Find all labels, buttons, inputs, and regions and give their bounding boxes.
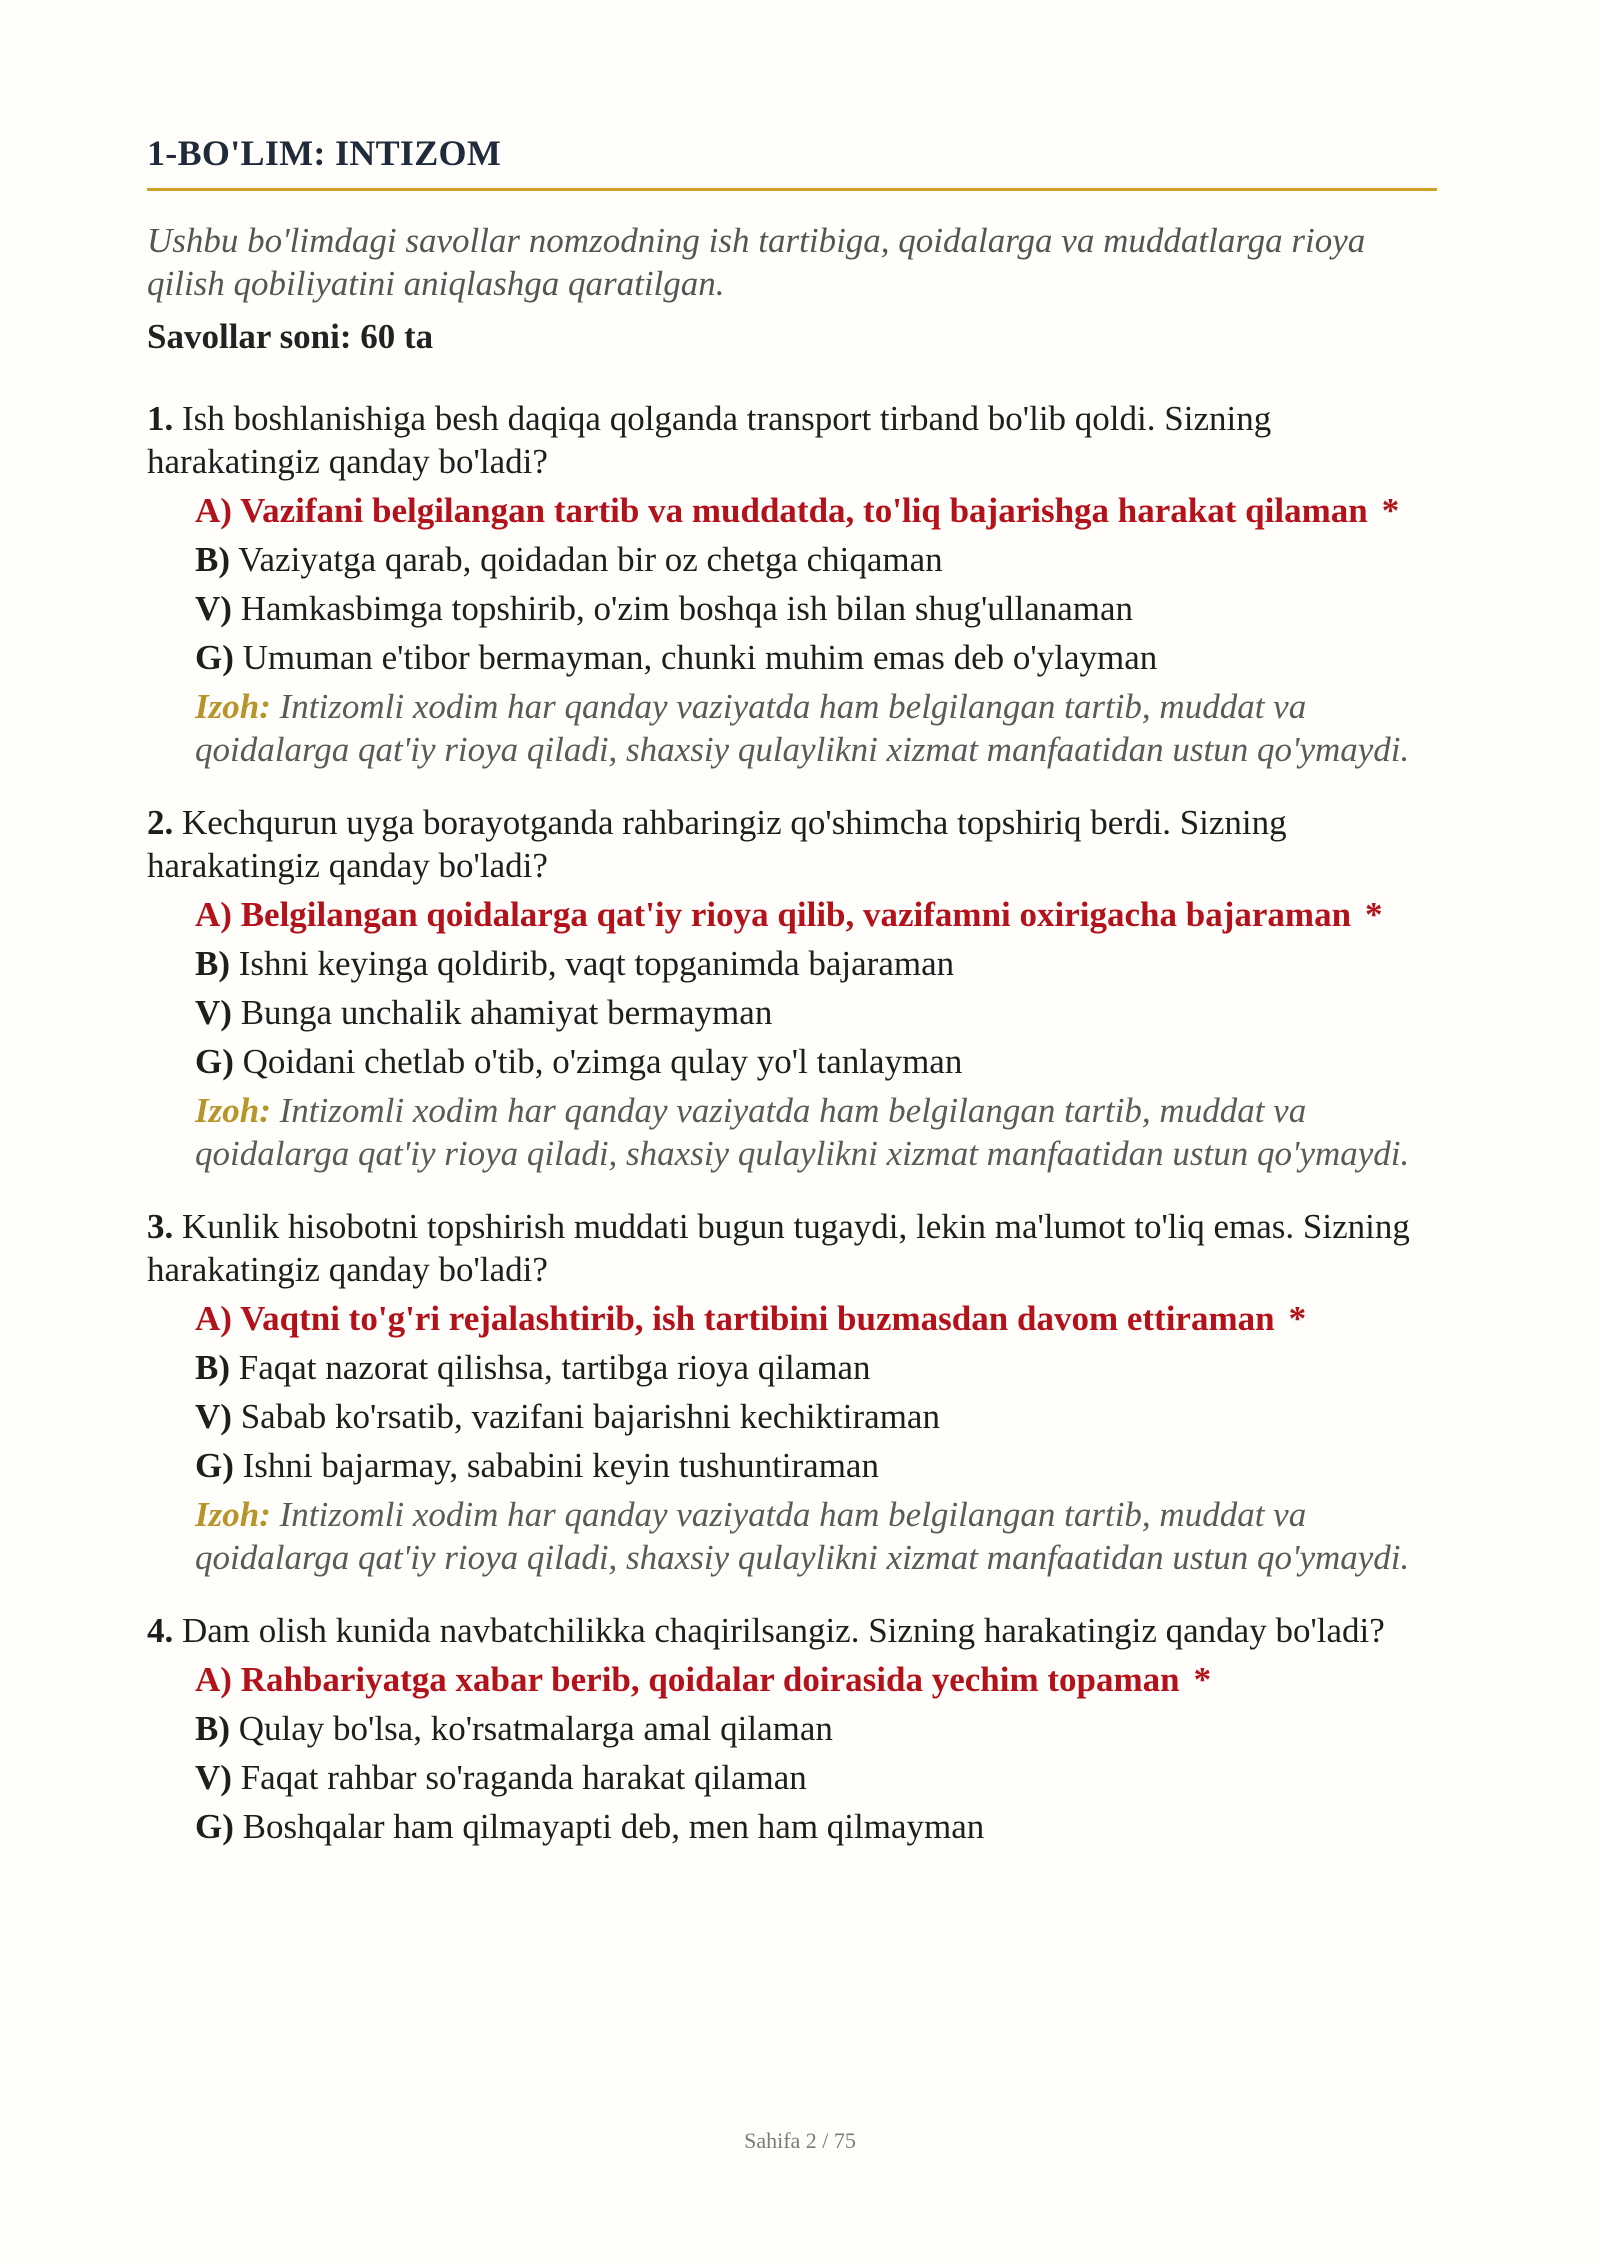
option-text: Ishni keyinga qoldirib, vaqt topganimda bajaraman xyxy=(238,944,955,983)
option-text: Qulay bo'lsa, ko'rsatmalarga amal qilaman xyxy=(238,1709,833,1748)
question-item xyxy=(147,397,1437,771)
question-number: 3. xyxy=(147,1207,174,1246)
answer-option xyxy=(195,538,1437,581)
option-letter: A) xyxy=(195,895,232,934)
page-content xyxy=(147,132,1437,1878)
answer-option xyxy=(195,1756,1437,1799)
explanation-note xyxy=(195,1089,1437,1175)
note-label: Izoh: xyxy=(195,687,271,726)
question-number: 2. xyxy=(147,803,174,842)
question-body: Kechqurun uyga borayotganda rahbaringiz qo'shimcha topshiriq berdi. Sizning harakatingiz qanday bo'ladi? xyxy=(147,803,1287,885)
option-text: Vaziyatga qarab, qoidadan bir oz chetga chiqaman xyxy=(238,540,943,579)
option-text: Vazifani belgilangan tartib va muddatda, to'liq bajarishga harakat qilaman xyxy=(240,491,1368,530)
section-title: 1-BO'LIM: INTIZOM xyxy=(147,132,1437,191)
question-item xyxy=(147,1205,1437,1579)
option-letter: V) xyxy=(195,993,232,1032)
question-body: Dam olish kunida navbatchilikka chaqirilsangiz. Sizning harakatingiz qanday bo'ladi? xyxy=(182,1611,1385,1650)
option-text: Belgilangan qoidalarga qat'iy rioya qilib, vazifamni oxirigacha bajaraman xyxy=(240,895,1352,934)
option-letter: G) xyxy=(195,638,234,677)
answer-option xyxy=(195,1444,1437,1487)
option-letter: G) xyxy=(195,1807,234,1846)
note-text: Intizomli xodim har qanday vaziyatda ham belgilangan tartib, muddat va qoidalarga qat'iy rioya qiladi, shaxsiy qulaylikni xizmat manfaatidan ustun qo'ymaydi. xyxy=(195,687,1410,769)
question-body: Ish boshlanishiga besh daqiqa qolganda transport tirband bo'lib qoldi. Sizning harakatingiz qanday bo'ladi? xyxy=(147,399,1272,481)
question-item xyxy=(147,801,1437,1175)
note-label: Izoh: xyxy=(195,1091,271,1130)
explanation-note xyxy=(195,685,1437,771)
answer-option-correct xyxy=(195,1297,1437,1340)
option-text: Boshqalar ham qilmayapti deb, men ham qilmayman xyxy=(242,1807,985,1846)
answer-options xyxy=(147,1297,1437,1579)
option-text: Faqat rahbar so'raganda harakat qilaman xyxy=(240,1758,807,1797)
answer-option xyxy=(195,1707,1437,1750)
option-letter: A) xyxy=(195,491,232,530)
option-text: Bunga unchalik ahamiyat bermayman xyxy=(240,993,773,1032)
option-letter: A) xyxy=(195,1660,232,1699)
question-number: 1. xyxy=(147,399,174,438)
answer-option xyxy=(195,1040,1437,1083)
option-text: Ishni bajarmay, sababini keyin tushuntiraman xyxy=(242,1446,879,1485)
answer-option xyxy=(195,1805,1437,1848)
correct-marker: * xyxy=(1365,895,1383,934)
option-letter: B) xyxy=(195,540,230,579)
question-text xyxy=(147,1609,1437,1652)
answer-option xyxy=(195,991,1437,1034)
option-letter: B) xyxy=(195,1348,230,1387)
option-text: Faqat nazorat qilishsa, tartibga rioya qilaman xyxy=(238,1348,871,1387)
option-letter: A) xyxy=(195,1299,232,1338)
correct-marker: * xyxy=(1288,1299,1307,1338)
option-text: Umuman e'tibor bermayman, chunki muhim emas deb o'ylayman xyxy=(242,638,1158,677)
option-text: Hamkasbimga topshirib, o'zim boshqa ish bilan shug'ullanaman xyxy=(240,589,1134,628)
note-text: Intizomli xodim har qanday vaziyatda ham belgilangan tartib, muddat va qoidalarga qat'iy rioya qiladi, shaxsiy qulaylikni xizmat manfaatidan ustun qo'ymaydi. xyxy=(195,1091,1410,1173)
answer-option xyxy=(195,1346,1437,1389)
answer-options xyxy=(147,1658,1437,1848)
option-letter: B) xyxy=(195,1709,230,1748)
answer-option-correct xyxy=(195,489,1437,532)
option-letter: G) xyxy=(195,1446,234,1485)
option-letter: V) xyxy=(195,589,232,628)
question-text xyxy=(147,801,1437,887)
section-intro: Ushbu bo'limdagi savollar nomzodning ish tartibiga, qoidalarga va muddatlarga rioya qilish qobiliyatini aniqlashga qaratilgan. xyxy=(147,221,1366,303)
option-letter: V) xyxy=(195,1758,232,1797)
correct-marker: * xyxy=(1193,1660,1212,1699)
answer-option xyxy=(195,587,1437,630)
answer-option xyxy=(195,636,1437,679)
option-letter: G) xyxy=(195,1042,234,1081)
answer-option-correct xyxy=(195,1658,1437,1701)
note-label: Izoh: xyxy=(195,1495,271,1534)
question-text xyxy=(147,397,1437,483)
explanation-note xyxy=(195,1493,1437,1579)
answer-option xyxy=(195,1395,1437,1438)
option-text: Vaqtni to'g'ri rejalashtirib, ish tartibini buzmasdan davom ettiraman xyxy=(240,1299,1275,1338)
page-number: Sahifa 2 / 75 xyxy=(744,2128,856,2153)
answer-option xyxy=(195,942,1437,985)
option-text: Rahbariyatga xabar berib, qoidalar doirasida yechim topaman xyxy=(240,1660,1180,1699)
option-text: Sabab ko'rsatib, vazifani bajarishni kechiktiraman xyxy=(240,1397,940,1436)
note-text: Intizomli xodim har qanday vaziyatda ham belgilangan tartib, muddat va qoidalarga qat'iy rioya qiladi, shaxsiy qulaylikni xizmat manfaatidan ustun qo'ymaydi. xyxy=(195,1495,1410,1577)
option-letter: V) xyxy=(195,1397,232,1436)
question-item xyxy=(147,1609,1437,1848)
option-text: Qoidani chetlab o'tib, o'zimga qulay yo'l tanlayman xyxy=(242,1042,963,1081)
question-count: Savollar soni: 60 ta xyxy=(147,317,434,356)
correct-marker: * xyxy=(1381,491,1400,530)
question-body: Kunlik hisobotni topshirish muddati bugun tugaydi, lekin ma'lumot to'liq emas. Sizning harakatingiz qanday bo'ladi? xyxy=(147,1207,1410,1289)
question-text xyxy=(147,1205,1437,1291)
question-number: 4. xyxy=(147,1611,174,1650)
option-letter: B) xyxy=(195,944,230,983)
answer-options xyxy=(147,489,1437,771)
answer-option-correct xyxy=(195,893,1437,936)
answer-options xyxy=(147,893,1437,1175)
